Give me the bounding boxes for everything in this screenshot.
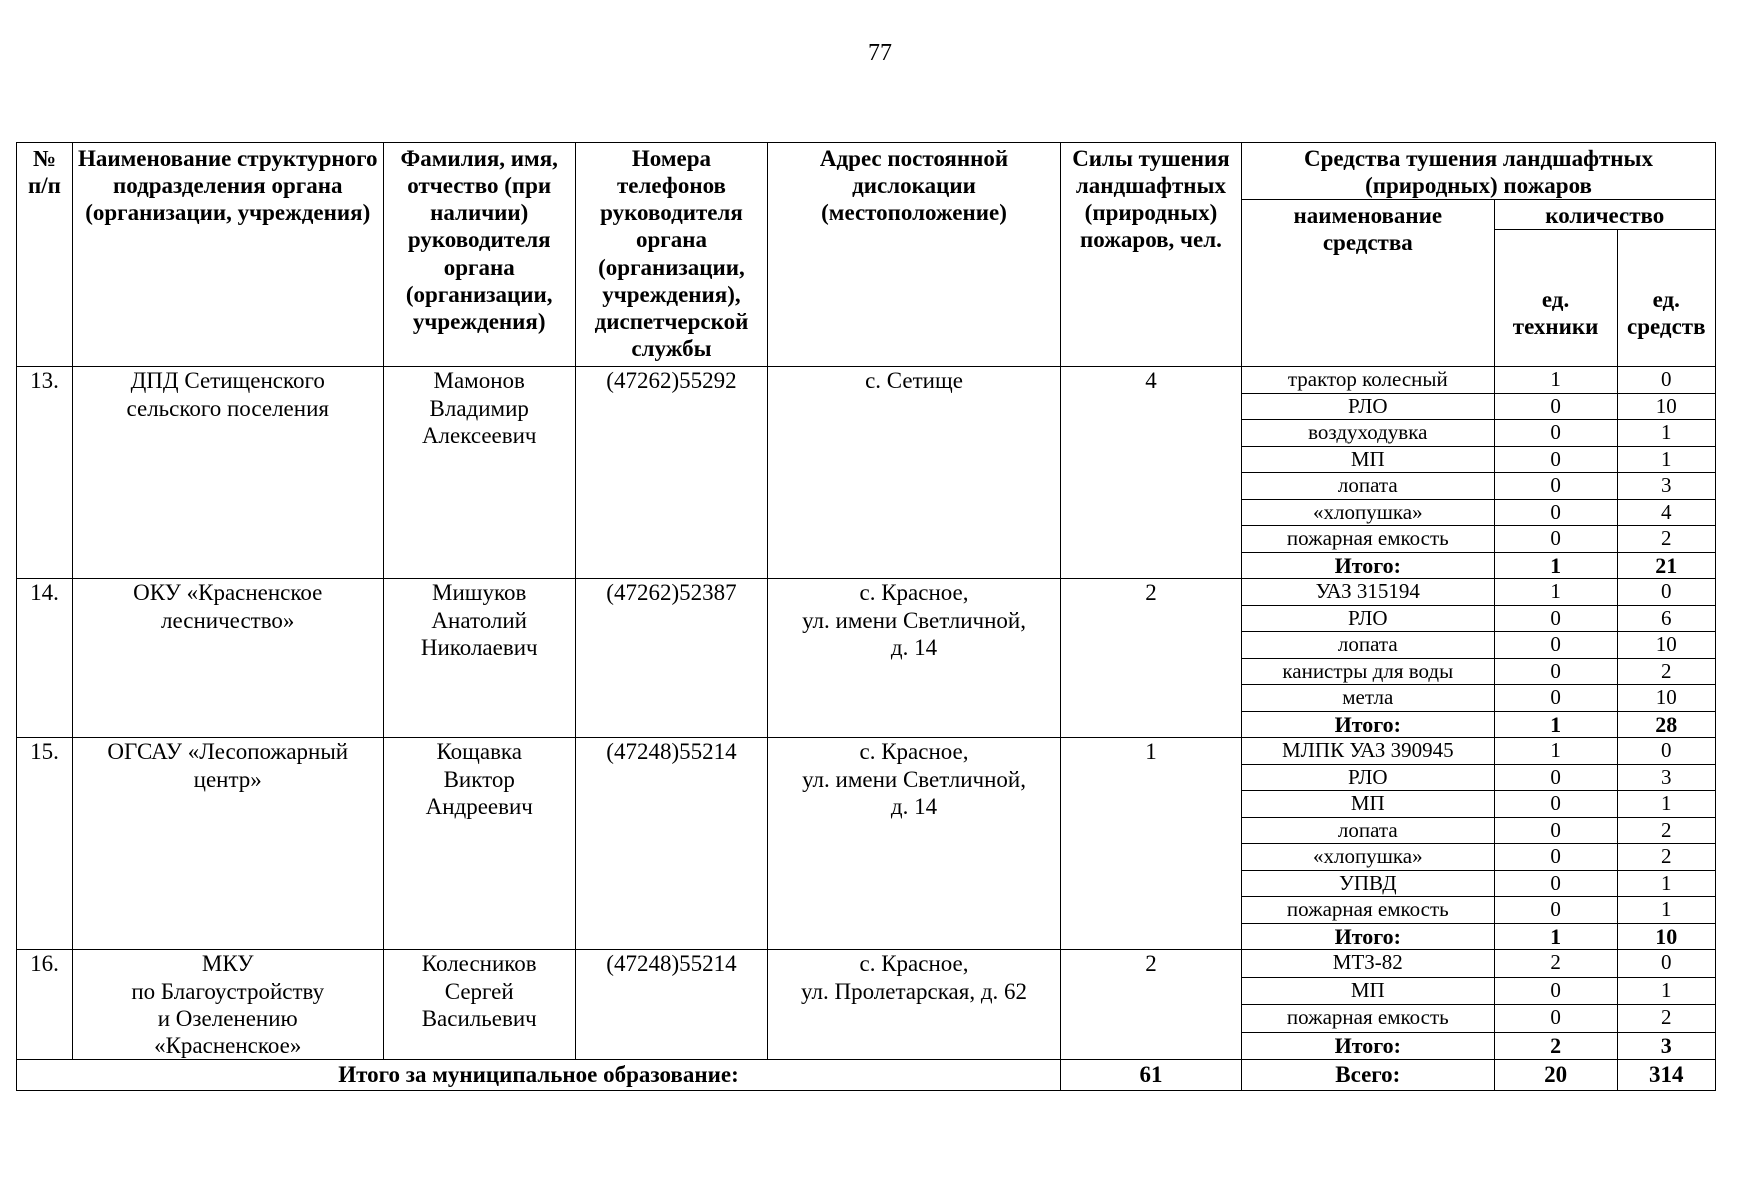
subtotal-tech: 1 [1494,923,1617,950]
units-means-value: 1 [1617,870,1715,897]
address-line: д. 14 [890,793,938,819]
units-equipment-value: 0 [1494,499,1617,526]
units-equipment-value: 0 [1494,817,1617,844]
row-number: 13. [17,367,73,579]
units-equipment-value: 0 [1494,526,1617,553]
grand-total-forces: 61 [1060,1059,1241,1090]
means-name: «хлопушка» [1242,499,1495,526]
units-means-value: 3 [1617,764,1715,791]
division-name-line: «Красненское» [154,1032,302,1058]
division-name-line: сельского поселения [126,395,329,421]
means-name: пожарная емкость [1242,897,1495,924]
units-means-value: 2 [1617,658,1715,685]
head-name-line: Владимир [429,395,529,421]
means-name: РЛО [1242,393,1495,420]
page-number: 77 [868,40,892,66]
forces-count: 1 [1060,738,1241,950]
subtotal-means: 28 [1617,711,1715,738]
means-name: УПВД [1242,870,1495,897]
units-equipment-value: 0 [1494,685,1617,712]
header-means-name: наименование средства [1242,200,1495,367]
grand-total-all-label: Всего: [1242,1059,1495,1090]
units-equipment-value: 0 [1494,791,1617,818]
units-equipment-value: 0 [1494,605,1617,632]
head-name-line: Сергей [444,978,514,1004]
address [768,738,1061,950]
head-name-line: Колесников [421,951,537,977]
division-name-line: ОГСАУ «Лесопожарный [107,739,349,765]
header-forces: Силы тушения ландшафтных (природных) пожаров, чел. [1060,143,1241,367]
head-name-line: Мамонов [433,368,525,394]
means-name: РЛО [1242,764,1495,791]
means-name: канистры для воды [1242,658,1495,685]
subtotal-means: 3 [1617,1032,1715,1059]
units-means-value: 4 [1617,499,1715,526]
forces-count: 4 [1060,367,1241,579]
division-name-line: по Благоустройству [131,978,325,1004]
phone-number: (47248)55214 [575,738,767,950]
head-name-line: Алексеевич [421,422,537,448]
units-means-value: 2 [1617,817,1715,844]
units-equipment-value: 0 [1494,1005,1617,1032]
grand-total-label: Итого за муниципальное образование: [17,1059,1061,1090]
row-number: 14. [17,579,73,738]
phone-number: (47262)55292 [575,367,767,579]
subtotal-tech: 1 [1494,711,1617,738]
units-equipment-value: 0 [1494,977,1617,1004]
units-equipment-value: 0 [1494,446,1617,473]
units-equipment-value: 2 [1494,950,1617,977]
phone-number: (47248)55214 [575,950,767,1060]
subtotal-means: 21 [1617,552,1715,579]
means-name: МТЗ-82 [1242,950,1495,977]
grand-total-tech: 20 [1494,1059,1617,1090]
head-name-line: Кощавка [436,739,522,765]
means-name: МП [1242,791,1495,818]
address [768,579,1061,738]
units-equipment-value: 1 [1494,738,1617,765]
units-means-value: 0 [1617,579,1715,606]
units-means-value: 10 [1617,685,1715,712]
header-head: Фамилия, имя, отчество (при наличии) руководителя органа (организации, учреждения) [383,143,575,367]
phone-number: (47262)52387 [575,579,767,738]
address-line: с. Красное, [859,951,969,977]
head-name-line: Николаевич [420,634,538,660]
fire-means-table [16,142,1716,1091]
table-row [17,367,1716,394]
units-means-value: 2 [1617,1005,1715,1032]
head-name-line: Андреевич [425,793,533,819]
units-means-value: 0 [1617,738,1715,765]
units-equipment-value: 0 [1494,658,1617,685]
means-name: РЛО [1242,605,1495,632]
units-means-value: 6 [1617,605,1715,632]
units-means-value: 10 [1617,632,1715,659]
head-name [383,367,575,579]
address-line: ул. Пролетарская, д. 62 [801,978,1028,1004]
subtotal-tech: 1 [1494,552,1617,579]
means-name: «хлопушка» [1242,844,1495,871]
units-means-value: 0 [1617,950,1715,977]
head-name-line: Анатолий [431,607,527,633]
means-name: МЛПК УАЗ 390945 [1242,738,1495,765]
address-line: ул. имени Светличной, [802,607,1026,633]
units-means-value: 1 [1617,897,1715,924]
address-line: ул. имени Светличной, [802,766,1026,792]
means-name: лопата [1242,632,1495,659]
means-name: УАЗ 315194 [1242,579,1495,606]
header-units-equipment: ед. техники [1494,230,1617,367]
division-name [72,950,383,1060]
head-name-line: Васильевич [421,1005,537,1031]
address-line: с. Сетище [865,368,963,394]
units-means-value: 0 [1617,367,1715,394]
head-name-line: Мишуков [432,580,527,606]
head-name [383,738,575,950]
subtotal-label: Итого: [1242,711,1495,738]
units-equipment-value: 0 [1494,764,1617,791]
units-means-value: 2 [1617,844,1715,871]
header-num: № п/п [17,143,73,367]
division-name [72,738,383,950]
division-name-line: центр» [193,766,262,792]
subtotal-label: Итого: [1242,923,1495,950]
subtotal-means: 10 [1617,923,1715,950]
means-name: лопата [1242,473,1495,500]
header-quantity: количество [1494,200,1715,230]
units-equipment-value: 0 [1494,844,1617,871]
units-means-value: 1 [1617,420,1715,447]
grand-total-means: 314 [1617,1059,1715,1090]
head-name-line: Виктор [443,766,515,792]
means-name: лопата [1242,817,1495,844]
units-equipment-value: 0 [1494,420,1617,447]
address-line: с. Красное, [859,580,969,606]
subtotal-tech: 2 [1494,1032,1617,1059]
address-line: с. Красное, [859,739,969,765]
forces-count: 2 [1060,950,1241,1060]
subtotal-label: Итого: [1242,552,1495,579]
units-means-value: 1 [1617,791,1715,818]
address-line: д. 14 [890,634,938,660]
means-name: пожарная емкость [1242,526,1495,553]
means-name: МП [1242,446,1495,473]
division-name-line: ДПД Сетищенского [130,368,325,394]
units-means-value: 1 [1617,977,1715,1004]
head-name [383,950,575,1060]
table-row [17,579,1716,606]
header-means-group: Средства тушения ландшафтных (природных) пожаров [1242,143,1716,200]
means-name: воздуходувка [1242,420,1495,447]
grand-total-row [17,1059,1716,1090]
table-row [17,950,1716,977]
header-phones: Номера телефонов руководителя органа (организации, учреждения), диспетчерской службы [575,143,767,367]
units-equipment-value: 0 [1494,632,1617,659]
table-row [17,738,1716,765]
row-number: 16. [17,950,73,1060]
table-body [17,367,1716,1060]
row-number: 15. [17,738,73,950]
header-units-means: ед. средств [1617,230,1715,367]
division-name-line: и Озеленению [157,1005,298,1031]
means-name: МП [1242,977,1495,1004]
units-equipment-value: 0 [1494,393,1617,420]
means-name: пожарная емкость [1242,1005,1495,1032]
division-name [72,579,383,738]
units-equipment-value: 0 [1494,473,1617,500]
address [768,950,1061,1060]
division-name-line: ОКУ «Красненское [133,580,323,606]
units-means-value: 2 [1617,526,1715,553]
units-equipment-value: 1 [1494,579,1617,606]
division-name-line: лесничество» [161,607,295,633]
division-name [72,367,383,579]
units-equipment-value: 1 [1494,367,1617,394]
units-means-value: 1 [1617,446,1715,473]
means-name: трактор колесный [1242,367,1495,394]
units-equipment-value: 0 [1494,870,1617,897]
header-address: Адрес постоянной дислокации (местоположение) [768,143,1061,367]
means-name: метла [1242,685,1495,712]
units-means-value: 10 [1617,393,1715,420]
header-division: Наименование структурного подразделения органа (организации, учреждения) [72,143,383,367]
address [768,367,1061,579]
units-means-value: 3 [1617,473,1715,500]
forces-count: 2 [1060,579,1241,738]
subtotal-label: Итого: [1242,1032,1495,1059]
division-name-line: МКУ [201,951,254,977]
head-name [383,579,575,738]
units-equipment-value: 0 [1494,897,1617,924]
